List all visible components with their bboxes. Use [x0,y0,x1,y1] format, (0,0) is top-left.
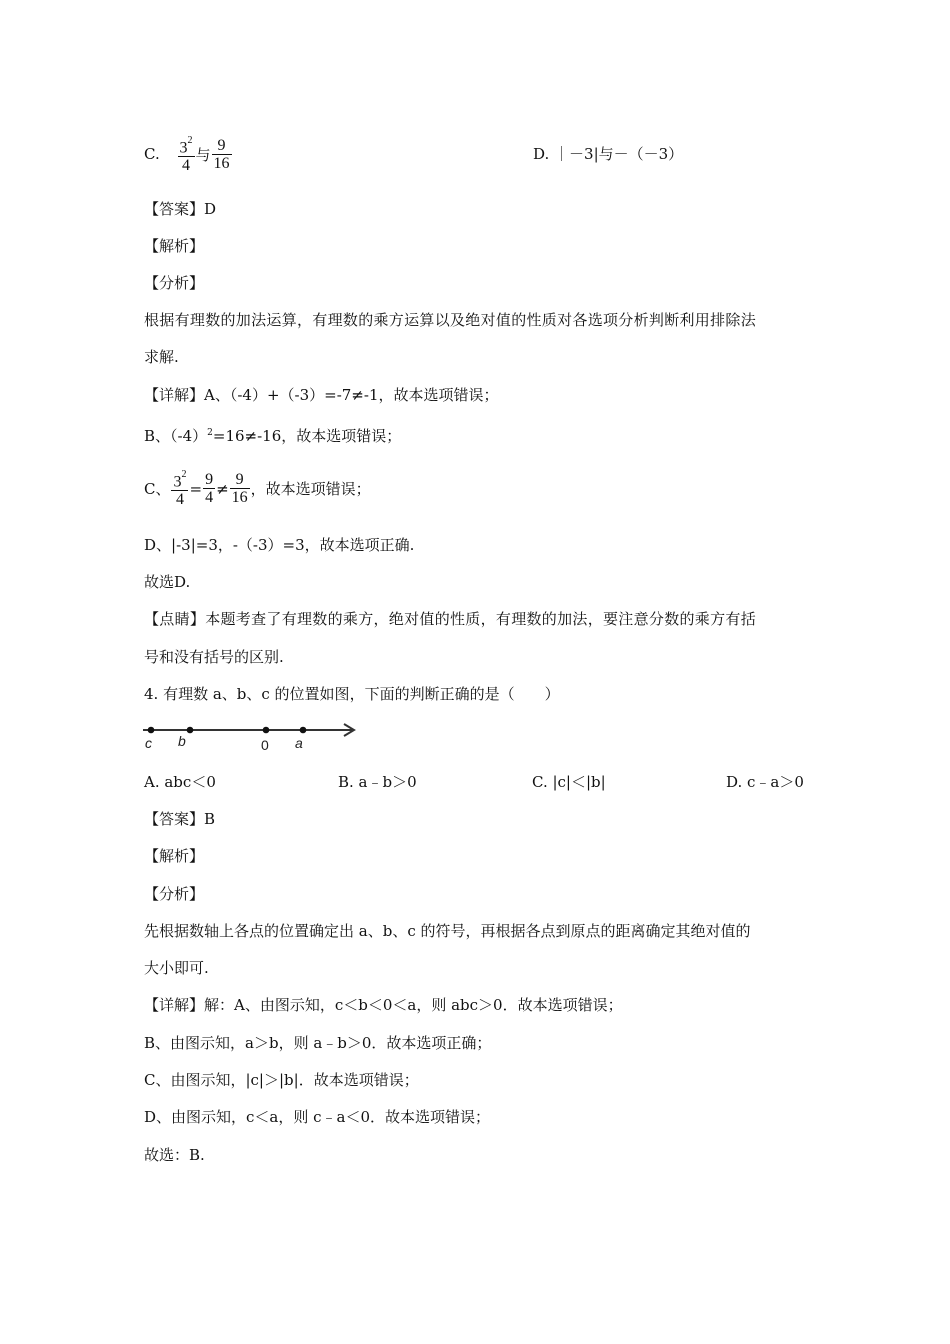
point-origin [263,727,270,734]
q3-fenxi-line1: 根据有理数的加法运算，有理数的乘方运算以及绝对值的性质对各选项分析判断利用排除法 [144,311,757,329]
label-0: 0 [261,737,269,753]
q4-analysis-heading: 【解析】 [144,847,205,865]
q3-detail-b: B、$(-4)^2=16\ne-16$，故本选项错误； [144,427,402,445]
number-line-figure [140,718,362,754]
q3-option-c-label: C. [144,144,160,163]
q3-fenxi-heading: 【分析】 [144,274,205,292]
q4-option-c: C. |c|＜|b| [532,773,606,791]
fraction-9-over-16: $\frac{9}{16}$ [231,471,248,507]
fraction-3sq-over-4: $\frac{3^2}{4}$ [173,469,187,509]
q4-option-a: A. abc＜0 [144,773,216,791]
q3-choose: 故选D. [144,573,191,591]
q3-detail-c: C、 $\frac{3^2}{4}$ = $\frac{9}{4}$ ≠ $\frac{9}{16}$ ，故本选项错误； [144,469,371,509]
q4-choose: 故选：B. [144,1146,205,1164]
q4-detail-d: D、由图示知，c＜a，则 c﹣a＜0．故本选项错误； [144,1108,491,1126]
q3-dianjing-line2: 号和没有括号的区别. [144,648,284,666]
q4-option-d: D. c﹣a＞0 [726,773,804,791]
q4-stem: 4. 有理数 a、b、c 的位置如图，下面的判断正确的是（ ） [144,685,560,703]
q3-option-c-connector: 与 [195,145,211,164]
q4-detail-c: C、由图示知，|c|＞|b|．故本选项错误； [144,1071,419,1089]
q3-detail-a: 【详解】A、（-4）+（-3）=-7≠-1，故本选项错误； [144,386,499,404]
point-a [300,727,307,734]
q3-option-c [144,135,233,174]
q4-option-b: B. a﹣b＞0 [338,773,417,791]
q3-analysis-heading: 【解析】 [144,237,205,255]
point-b [187,727,194,734]
label-b: b [178,733,186,749]
q4-detail-b: B、由图示知，a＞b，则 a﹣b＞0．故本选项正确； [144,1034,492,1052]
q4-fenxi-line2: 大小即可. [144,959,209,977]
label-c: c [145,735,152,751]
q4-detail-a: 【详解】解：A、由图示知，c＜b＜0＜a，则 abc＞0．故本选项错误； [144,996,623,1014]
fraction-9-over-16: $\frac{9}{16}$ [213,137,230,173]
q3-detail-d: D、|-3|=3，-（-3）=3，故本选项正确. [144,536,415,554]
point-c [148,727,155,734]
fraction-9-over-4: $\frac{9}{4}$ [205,471,214,507]
label-a: a [295,735,303,751]
q3-dianjing-line1: 【点睛】本题考查了有理数的乘方，绝对值的性质，有理数的加法，要注意分数的乘方有括 [144,610,757,628]
fraction-3sq-over-4: $\frac{3^2}{4}$ [179,135,193,175]
q3-answer: 【答案】D [144,200,217,218]
q3-option-d: D. ｜－3|与－（－3） [533,145,684,163]
q4-fenxi-line1: 先根据数轴上各点的位置确定出 a、b、c 的符号，再根据各点到原点的距离确定其绝对值的 [144,922,751,940]
q4-answer: 【答案】B [144,810,216,828]
q3-fenxi-line2: 求解. [144,348,179,366]
q4-fenxi-heading: 【分析】 [144,885,205,903]
